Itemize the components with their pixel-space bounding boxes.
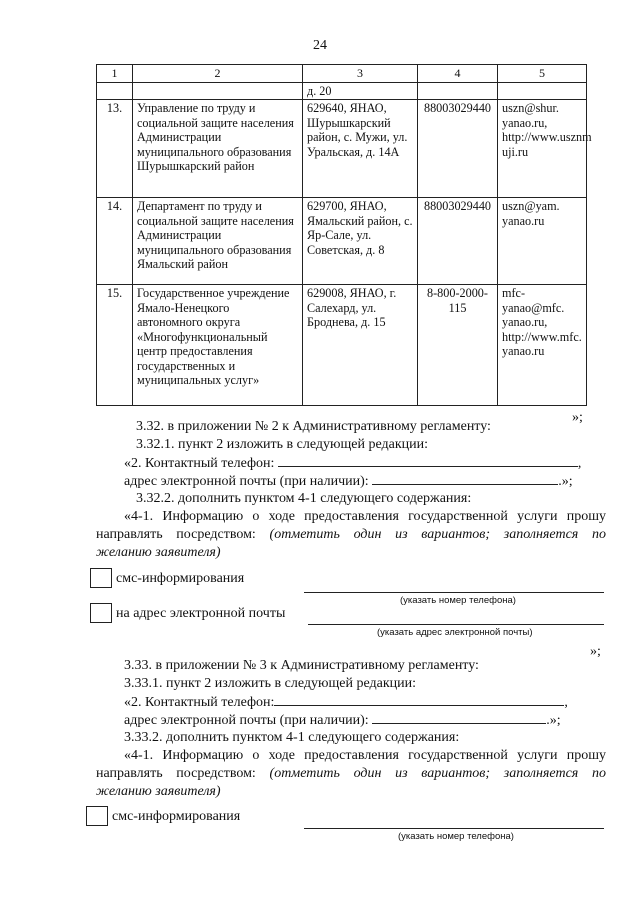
sms-checkbox[interactable] [86,806,108,826]
header-cell: 2 [133,65,303,83]
header-cell: 4 [418,65,498,83]
sms-option-label: смс-информирования [116,571,245,586]
email-address-hint: (указать адрес электронной почты) [377,627,533,638]
phone-label: «2. Контактный телефон: [124,695,275,710]
row-number: 14. [97,198,133,285]
text-line: «4-1. Информацию о ходе предоставления государственной услуги прошу [124,509,606,524]
phone-comma: , [577,456,582,471]
text-line: направлять посредством: [96,527,256,542]
email-checkbox[interactable] [90,603,112,623]
header-cell: 1 [97,65,133,83]
email-blank [372,472,558,485]
paragraph-3-32-1: 3.32.1. пункт 2 изложить в следующей редакции: [136,437,428,452]
email-blank [372,711,546,724]
contacts-table [96,64,592,406]
email-option-label: на адрес электронной почты [116,606,286,621]
email-label: адрес электронной почты (при наличии): [124,474,369,489]
paragraph-3-32: 3.32. в приложении № 2 к Административному регламенту: [136,419,491,434]
header-cell: 5 [498,65,587,83]
paragraph-3-32-2: 3.32.2. дополнить пунктом 4-1 следующего содержания: [136,491,472,506]
organization-contacts: uszn@yam. yanao.ru [498,198,587,285]
organization-name: Департамент по труду и социальной защите населения Администрации муниципального образования Ямальский район [133,198,303,285]
italic-note: (отметить один из вариантов; заполняется по [269,527,606,542]
text-line: «4-1. Информацию о ходе предоставления государственной услуги прошу [124,748,606,763]
organization-name: Управление по труду и социальной защите населения Администрации муниципального образования Шурышкарский район [133,100,303,198]
paragraph-4-1-line-1 [110,747,606,764]
table-row [97,285,587,406]
phone-blank [274,693,564,706]
email-address-blank[interactable] [308,624,604,625]
organization-phone: 88003029440 [418,198,498,285]
header-cell: 3 [303,65,418,83]
paragraph-3-33-1: 3.33.1. пункт 2 изложить в следующей редакции: [124,676,416,691]
organization-phone: 88003029440 [418,100,498,198]
row-number: 13. [97,100,133,198]
table-cell [418,82,498,100]
italic-note-end: желанию заявителя) [96,545,221,560]
table-row [97,198,587,285]
email-label: адрес электронной почты (при наличии): [124,713,369,728]
table-cell [97,82,133,100]
organization-contacts: mfc-yanao@mfc. yanao.ru, http://www.mfc. yanao.ru [498,285,587,406]
email-line-2 [124,711,561,729]
sms-phone-hint: (указать номер телефона) [398,831,514,842]
phone-comma: , [564,695,568,710]
paragraph-4-1-line-2 [96,526,606,543]
paragraph-4-1-line-1 [110,508,606,525]
sms-phone-blank[interactable] [304,592,604,593]
phone-blank [278,454,578,467]
phone-line-1 [124,454,581,472]
closing-quote: »; [590,644,601,659]
table-header-row [97,65,587,83]
text-line: направлять посредством: [96,766,256,781]
table-cell [498,82,587,100]
organization-address: 629008, ЯНАО, г. Салехард, ул. Броднева, д. 15 [303,285,418,406]
email-line-1 [124,472,573,490]
email-end: .»; [546,713,561,728]
paragraph-4-1-line-2 [96,765,606,782]
sms-phone-blank[interactable] [304,828,604,829]
sms-phone-hint: (указать номер телефона) [400,595,516,606]
page-number: 24 [313,38,327,53]
organization-name: Государственное учреждение Ямало-Ненецкого автономного округа «Многофункциональный центр предоставления государственных и муниципальных услуг» [133,285,303,406]
table-row [97,100,587,198]
sms-option-label: смс-информирования [112,809,241,824]
email-end: .»; [558,474,573,489]
phone-label: «2. Контактный телефон: [124,456,275,471]
organization-address: 629640, ЯНАО, Шурышкарский район, с. Мужи, ул. Уральская, д. 14А [303,100,418,198]
table-cell-address: д. 20 [303,82,418,100]
organization-phone: 8-800-2000-115 [418,285,498,406]
italic-note: (отметить один из вариантов; заполняется по [269,766,606,781]
organization-contacts: uszn@shur. yanao.ru, http://www.usznm uji.ru [498,100,587,198]
paragraph-3-33: 3.33. в приложении № 3 к Административному регламенту: [124,658,479,673]
closing-quote: »; [572,410,583,425]
organization-address: 629700, ЯНАО, Ямальский район, с. Яр-Сале, ул. Советская, д. 8 [303,198,418,285]
sms-checkbox[interactable] [90,568,112,588]
table-row [97,82,587,100]
paragraph-3-33-2: 3.33.2. дополнить пунктом 4-1 следующего содержания: [124,730,460,745]
table-cell [133,82,303,100]
row-number: 15. [97,285,133,406]
italic-note-end: желанию заявителя) [96,784,221,799]
phone-line-2 [124,693,568,711]
